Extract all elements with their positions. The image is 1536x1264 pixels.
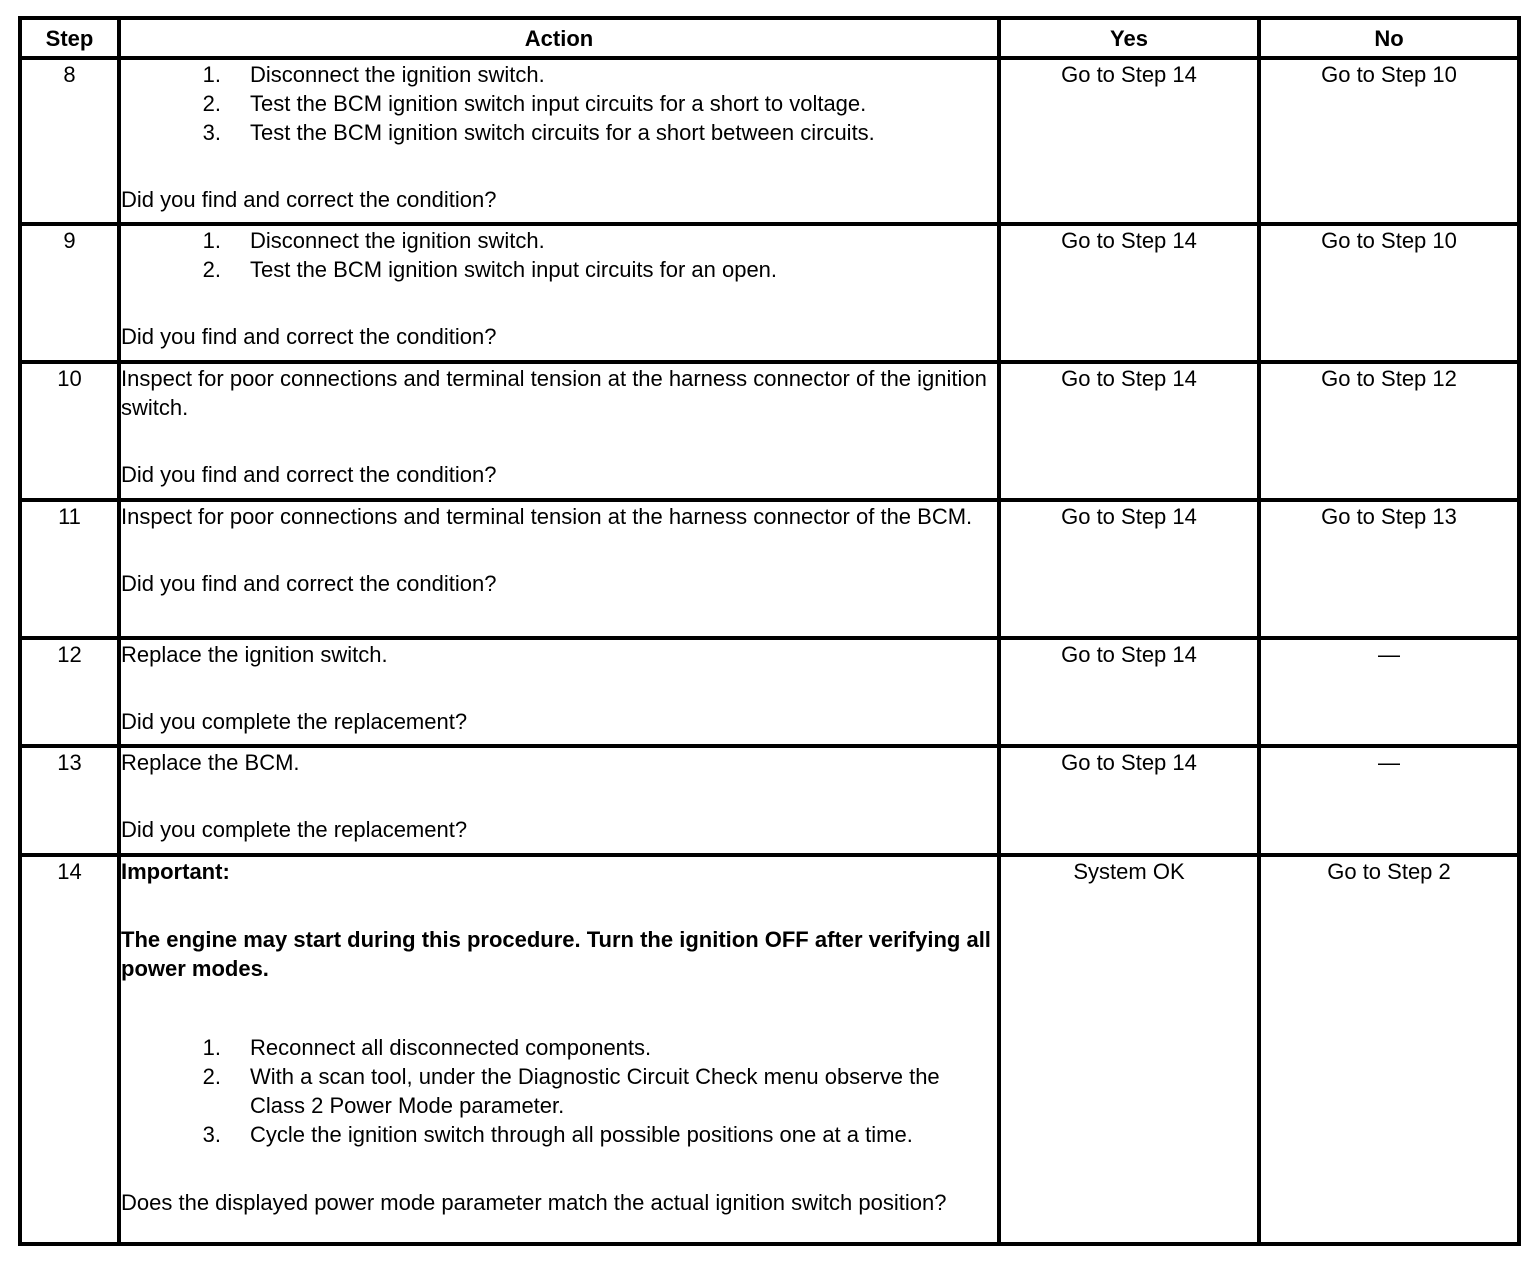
no-result-link[interactable]: Go to Step 2 — [1259, 855, 1519, 1244]
no-result-dash: — — [1259, 638, 1519, 746]
step-number: 8 — [20, 58, 119, 224]
action-cell — [119, 500, 999, 638]
header-row — [20, 18, 1519, 58]
list-item: 2. Test the BCM ignition switch input circuits for a short to voltage. — [202, 91, 867, 116]
action-cell — [119, 58, 999, 224]
action-cell — [119, 638, 999, 746]
action-cell — [119, 746, 999, 855]
step-number: 11 — [20, 500, 119, 638]
question-text: Did you find and correct the condition? — [121, 187, 497, 212]
table-row — [20, 58, 1519, 224]
important-notice: The engine may start during this procedure. Turn the ignition OFF after verifying all power modes. — [121, 927, 991, 981]
step-number: 9 — [20, 224, 119, 362]
step-number: 10 — [20, 362, 119, 500]
list-item: 3. Cycle the ignition switch through all possible positions one at a time. — [202, 1122, 913, 1147]
table-row — [20, 638, 1519, 746]
action-text: Inspect for poor connections and terminal tension at the harness connector of the BCM. — [121, 504, 973, 529]
question-text: Did you find and correct the condition? — [121, 462, 497, 487]
step-number: 12 — [20, 638, 119, 746]
action-list — [121, 60, 997, 147]
question-text: Did you complete the replacement? — [121, 709, 468, 734]
action-list — [121, 1033, 997, 1149]
no-result-link[interactable]: Go to Step 10 — [1259, 58, 1519, 224]
list-item: 3. Test the BCM ignition switch circuits for a short between circuits. — [202, 120, 875, 145]
action-list — [121, 226, 997, 284]
list-item: 1. Reconnect all disconnected components. — [202, 1035, 652, 1060]
list-item: 2. Test the BCM ignition switch input circuits for an open. — [202, 257, 778, 282]
yes-result-link[interactable]: Go to Step 14 — [999, 638, 1259, 746]
action-text: Inspect for poor connections and terminal tension at the harness connector of the ignition switch. — [121, 366, 987, 420]
yes-result-link[interactable]: Go to Step 14 — [999, 500, 1259, 638]
no-result-link[interactable]: Go to Step 10 — [1259, 224, 1519, 362]
table-row — [20, 746, 1519, 855]
list-item: 1. Disconnect the ignition switch. — [202, 228, 545, 253]
table-row — [20, 500, 1519, 638]
yes-result-link[interactable]: Go to Step 14 — [999, 362, 1259, 500]
question-text: Did you complete the replacement? — [121, 817, 468, 842]
step-number: 13 — [20, 746, 119, 855]
action-cell — [119, 855, 999, 1244]
table-row — [20, 224, 1519, 362]
table-row — [20, 855, 1519, 1244]
important-label: Important: — [121, 859, 230, 884]
list-item: 2. With a scan tool, under the Diagnostic Circuit Check menu observe the Class 2 Power Mode parameter. — [202, 1064, 940, 1118]
header-step: Step — [20, 18, 119, 58]
header-action: Action — [119, 18, 999, 58]
question-text: Does the displayed power mode parameter match the actual ignition switch position? — [121, 1190, 947, 1215]
yes-result-text: System OK — [999, 855, 1259, 1244]
action-text: Replace the ignition switch. — [121, 642, 388, 667]
no-result-link[interactable]: Go to Step 13 — [1259, 500, 1519, 638]
no-result-link[interactable]: Go to Step 12 — [1259, 362, 1519, 500]
question-text: Did you find and correct the condition? — [121, 571, 497, 596]
no-result-dash: — — [1259, 746, 1519, 855]
question-text: Did you find and correct the condition? — [121, 324, 497, 349]
list-item: 1. Disconnect the ignition switch. — [202, 62, 545, 87]
diagnostic-table — [18, 16, 1521, 1246]
yes-result-link[interactable]: Go to Step 14 — [999, 746, 1259, 855]
step-number: 14 — [20, 855, 119, 1244]
header-no: No — [1259, 18, 1519, 58]
table-row — [20, 362, 1519, 500]
action-text: Replace the BCM. — [121, 750, 300, 775]
yes-result-link[interactable]: Go to Step 14 — [999, 224, 1259, 362]
header-yes: Yes — [999, 18, 1259, 58]
action-cell — [119, 224, 999, 362]
yes-result-link[interactable]: Go to Step 14 — [999, 58, 1259, 224]
action-cell — [119, 362, 999, 500]
